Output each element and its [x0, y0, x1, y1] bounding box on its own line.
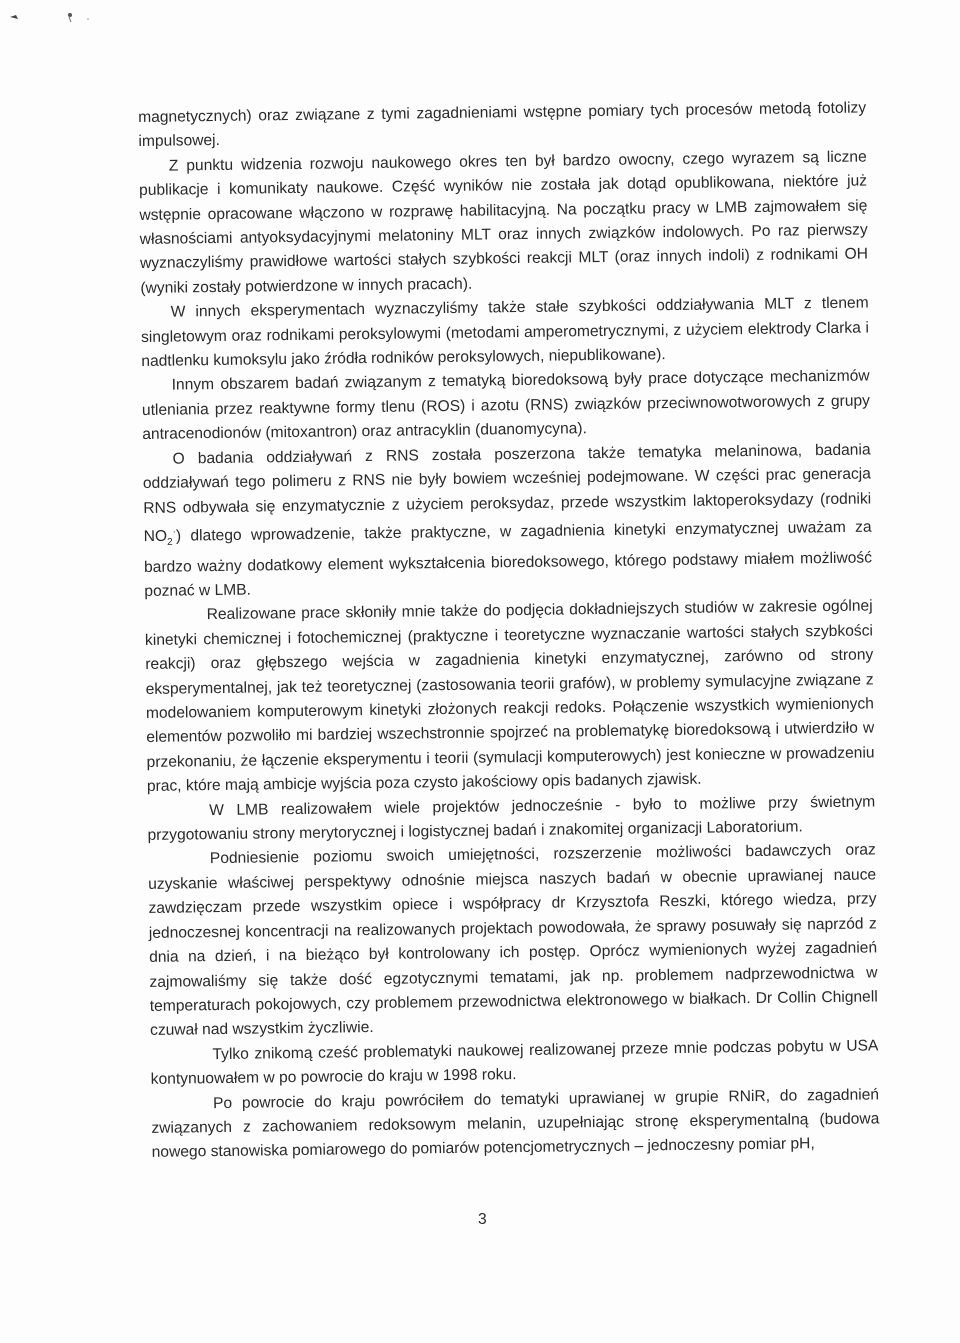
superscript: ·	[172, 526, 176, 538]
paragraph-text-start: O badania oddziaływań z RNS została poszerzona także tematyka melaninowa, badania oddziaływań tego polimeru z RNS nie były bowiem wcześniej podejmowane. W części prac generacja RNS odbywała się enzymatycznie z użyciem peroksydaz, przede wszystkim laktoperoksydazy (rodniki NO	[142, 441, 872, 546]
paragraph: W LMB realizowałem wiele projektów jednocześnie - było to możliwe przy świetnym przygotowaniu strony merytorycznej i logistycznej badań i znakomitej organizacji Laboratorium.	[147, 793, 876, 845]
scan-artifact-mark	[8, 10, 98, 24]
paragraph-text-end: ) dlatego wprowadzenie, także praktyczne, w zagadnienia kinetyki enzymatycznej uważam za bardzo ważny dodatkowy element wykształcenia bioredoksowego, którego podstawy miałem możliwość poznać w LMB.	[143, 518, 873, 600]
paragraph	[142, 438, 872, 604]
paragraph: magnetycznych) oraz związane z tymi zagadnieniami wstępne pomiary tych procesów metodą fotolizy impulsowej.	[138, 99, 867, 151]
paragraph: Po powrocie do kraju powróciłem do tematyki uprawianej w grupie RNiR, do zagadnień związanych z zachowaniem redoksowym melanin, uzupełniając stronę eksperymentalną (budowa nowego stanowiska pomiarowego do pomiarów potencjometrycznych – jednoczesny pomiar pH,	[151, 1085, 880, 1162]
subscript: 2	[167, 536, 173, 548]
paragraph: W innych eksperymentach wyznaczyliśmy także stałe szybkości oddziaływania MLT z tlenem singletowym oraz rodnikami peroksylowymi (metodami amperometrycznymi, z użyciem elektrody Clarka i nadtlenku kumoksylu jako źródła rodników peroksylowych, niepublikowane).	[140, 294, 870, 371]
body-text	[138, 96, 880, 1165]
paragraph: Podniesienie poziomu swoich umiejętności, rozszerzenie możliwości badawczych oraz uzyskanie właściwej perspektywy odnośnie miejsca naszych badań w obecnie uprawianej nauce zawdzięczam przede wszystkim opiece i współpracy dr Krzysztofa Reszki, którego wiedza, przy jednoczesnej koncentracji na realizowanych projektach powodowała, że sprawy posuwały się naprzód z dnia na dzień, i na bieżąco był kontrolowany ich postęp. Oprócz wymienionych wyżej zagadnień zajmowaliśmy się także dość egzotycznymi tematami, jak np. problemem nadprzewodnictwa w temperaturach pokojowych, czy problemem przewodnictwa elektronowego w białkach. Dr Collin Chignell czuwał nad wszystkim życzliwie.	[148, 841, 878, 1040]
paragraph: Z punktu widzenia rozwoju naukowego okres ten był bardzo owocny, czego wyrazem są liczne publikacje i komunikaty naukowe. Część wyników nie została jak dotąd opublikowana, niektóre już wstępnie opracowane włączono w rozprawę habilitacyjną. Na początku pracy w LMB zajmowałem się własnościami antyoksydacyjnymi melatoniny MLT oraz innych związków indolowych. Po raz pierwszy wyznaczyliśmy prawidłowe wartości stałych szybkości reakcji MLT (oraz innych indoli) z rodnikami OH (wyniki zostały potwierdzone w innych pracach).	[138, 148, 869, 297]
paragraph: Tylko znikomą cześć problematyki naukowej realizowanej przeze mnie podczas pobytu w USA kontynuowałem w po powrocie do kraju w 1998 roku.	[150, 1037, 879, 1089]
paragraph: Innym obszarem badań związanym z tematyką bioredoksową były prace dotyczące mechanizmów utleniania przez reaktywne formy tlenu (ROS) i azotu (RNS) związków przeciwnowotworowych z grupy antracenodionów (mitoxantron) oraz antracyklin (duanomycyna).	[141, 367, 871, 444]
paragraph: Realizowane prace skłoniły mnie także do podjęcia dokładniejszych studiów w zakresie ogólnej kinetyki chemicznej i fotochemicznej (praktyczne i teoretyczne wyznaczanie wartości stałych szybkości reakcji) oraz głębszego wejścia w zagadnienia kinetyki enzymatycznej, zarówno od strony eksperymentalnej, jak też teoretycznej (zastosowania teorii grafów), w problemy symulacyjne związane z modelowaniem komputerowym kinetyki złożonych reakcji redoks. Połączenie wszystkich wymienionych elementów pozwoliło mi bardziej wszechstronnie spojrzeć na problematykę bioredoksową i utwierdziło w przekonaniu, że łączenie eksperymentu i teorii (symulacji komputerowych) jest konieczne w prowadzeniu prac, które mają ambicje wyjścia poza czysto jakościowy opis badanych zjawisk.	[144, 597, 875, 796]
page-number: 3	[478, 1211, 487, 1228]
